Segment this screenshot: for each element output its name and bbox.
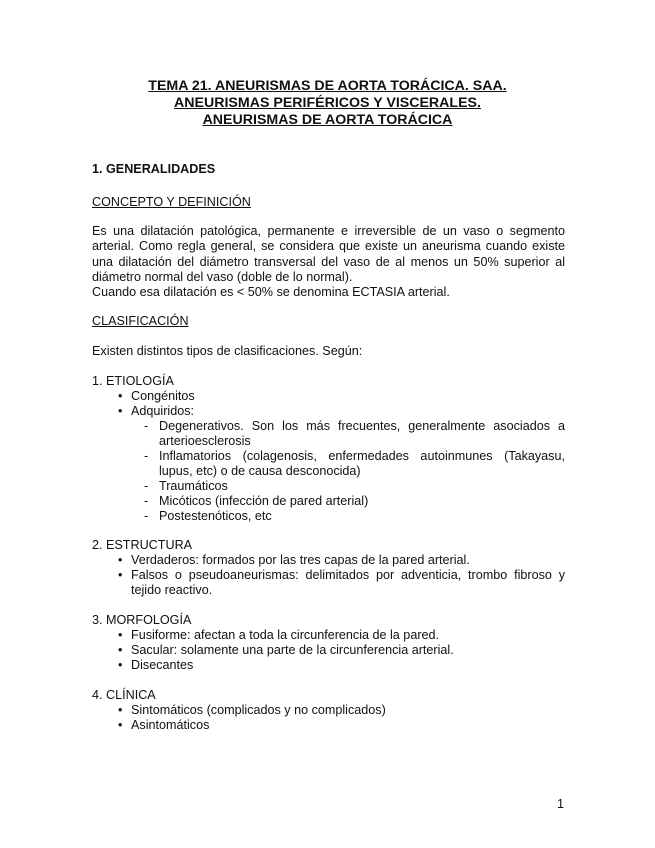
dash-icon: - bbox=[144, 494, 149, 508]
list-item-text: Falsos o pseudoaneurismas: delimitados por adventicia, trombo fibroso y tejido reactivo. bbox=[131, 568, 565, 598]
sub-list-item-text: Inflamatorios (colagenosis, enfermedades autoinmunes (Takayasu, lupus, etc) o de causa desconocida) bbox=[159, 449, 565, 479]
bullet-icon: • bbox=[118, 404, 123, 418]
list-item-text: Asintomáticos bbox=[131, 718, 210, 732]
sub-list-item-text: Micóticos (infección de pared arterial) bbox=[159, 494, 369, 508]
bullet-icon: • bbox=[118, 389, 123, 403]
clasificacion-intro: Existen distintos tipos de clasificaciones. Según: bbox=[92, 344, 363, 358]
dash-icon: - bbox=[144, 449, 149, 463]
title-line-2: ANEURISMAS PERIFÉRICOS Y VISCERALES. bbox=[174, 95, 481, 111]
list-item-text: Sintomáticos (complicados y no complicados) bbox=[131, 703, 386, 717]
paragraph-concepto bbox=[92, 224, 565, 300]
page-title bbox=[80, 78, 575, 129]
ectasia-text: Cuando esa dilatación es < 50% se denomina ECTASIA arterial. bbox=[92, 285, 450, 300]
estructura-heading: 2. ESTRUCTURA bbox=[92, 538, 193, 552]
bullet-icon: • bbox=[118, 628, 123, 642]
concepto-text: Es una dilatación patológica, permanente e irreversible de un vaso o segmento arterial. Como regla general, se considera que existe un aneurisma cuando existe una dilatación del diámetro transversal del vaso de al menos un 50% superior al diámetro normal del vaso (doble de lo normal). bbox=[92, 224, 565, 284]
bullet-icon: • bbox=[118, 643, 123, 657]
section-heading-generalidades: 1. GENERALIDADES bbox=[92, 162, 216, 176]
bullet-icon: • bbox=[118, 553, 123, 567]
bullet-icon: • bbox=[118, 568, 123, 582]
etiologia-heading: 1. ETIOLOGÍA bbox=[92, 374, 174, 388]
list-item-text: Disecantes bbox=[131, 658, 194, 672]
morfologia-heading: 3. MORFOLOGÍA bbox=[92, 613, 192, 627]
dash-icon: - bbox=[144, 509, 149, 523]
sub-list-item-text: Degenerativos. Son los más frecuentes, generalmente asociados a arterioesclerosis bbox=[159, 419, 565, 449]
subheading-concepto: CONCEPTO Y DEFINICIÓN bbox=[92, 195, 251, 209]
bullet-icon: • bbox=[118, 658, 123, 672]
title-line-1: TEMA 21. ANEURISMAS DE AORTA TORÁCICA. SAA. bbox=[148, 78, 507, 94]
list-item-text: Congénitos bbox=[131, 389, 195, 403]
dash-icon: - bbox=[144, 479, 149, 493]
sub-list-item-text: Traumáticos bbox=[159, 479, 228, 493]
title-line-3: ANEURISMAS DE AORTA TORÁCICA bbox=[202, 112, 453, 128]
bullet-icon: • bbox=[118, 703, 123, 717]
subheading-clasificacion: CLASIFICACIÓN bbox=[92, 314, 189, 328]
list-item-text: Verdaderos: formados por las tres capas de la pared arterial. bbox=[131, 553, 470, 567]
sub-list-item-text: Postestenóticos, etc bbox=[159, 509, 272, 523]
page-number: 1 bbox=[557, 797, 565, 811]
list-item-text: Fusiforme: afectan a toda la circunferencia de la pared. bbox=[131, 628, 440, 642]
list-item-text: Adquiridos: bbox=[131, 404, 195, 418]
list-item-text: Sacular: solamente una parte de la circunferencia arterial. bbox=[131, 643, 454, 657]
bullet-icon: • bbox=[118, 718, 123, 732]
dash-icon: - bbox=[144, 419, 149, 433]
clinica-heading: 4. CLÍNICA bbox=[92, 688, 156, 702]
